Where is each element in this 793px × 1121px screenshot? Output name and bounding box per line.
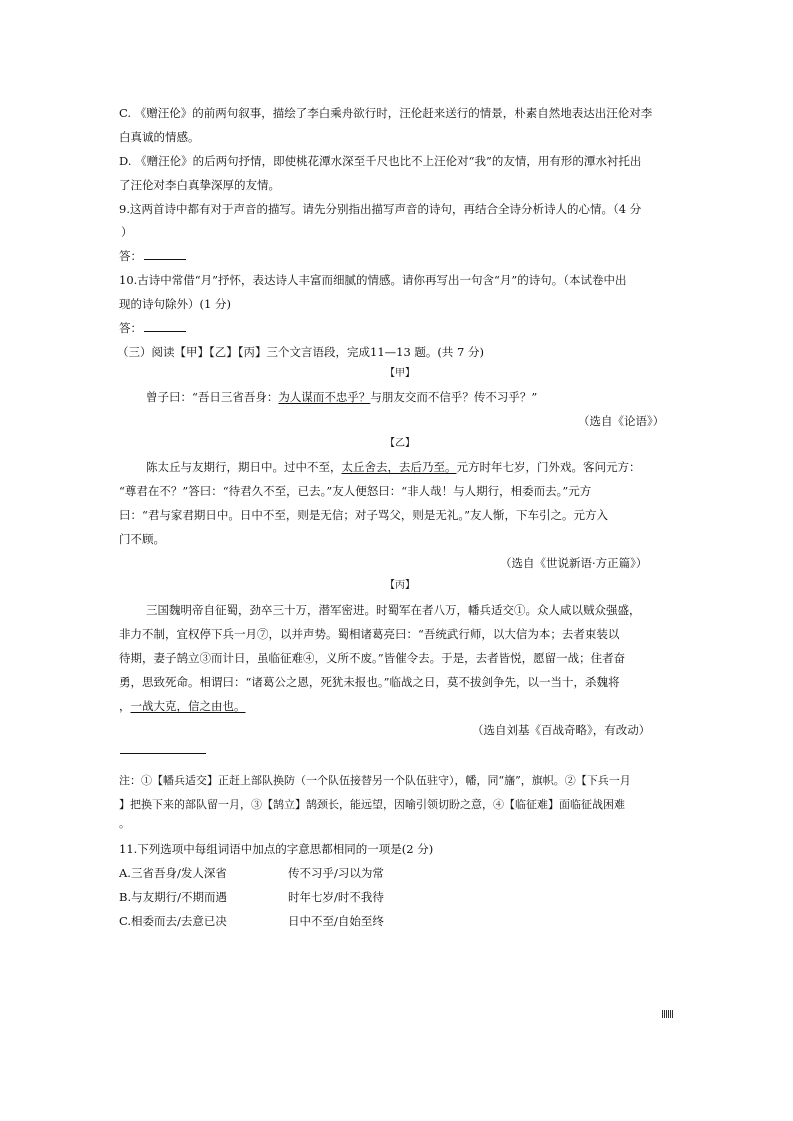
underlined-sentence: 太丘舍去，去后乃至。 <box>341 460 457 474</box>
footnote-line2: 】把换下来的部队留一月，③【鹄立】鹄颈长，能远望，因喻引领切盼之意，④【临征难】面临征战困难 <box>119 798 625 811</box>
answer-blank <box>144 320 186 332</box>
passage-yi-line2: “尊君在不？”答曰：“待君久不至，已去。”友人便怒曰：“非人哉！与人期行，相委而去。”元方 <box>119 484 592 498</box>
answer-label: 答： <box>119 249 142 263</box>
question-9-line2: ） <box>121 225 133 239</box>
passage-text: 陈太丘与友期行，期日中。过中不至， <box>146 460 342 474</box>
passage-jia-source: （选自《论语》） <box>578 414 665 428</box>
question-11: 11.下列选项中每组词语中加点的字意思都相同的一项是(2 分) <box>119 842 434 856</box>
passage-bing-line5 <box>119 698 246 714</box>
option-a-left: A.三省吾身/发人深省 <box>119 866 227 880</box>
option-d-line2: 了汪伦对李白真挚深厚的友情。 <box>119 178 280 192</box>
underlined-sentence: 为人谋而不忠乎？ <box>278 390 371 404</box>
option-b-right: 时年七岁/时不我待 <box>288 890 384 904</box>
option-c-line1: C. 《赠汪伦》的前两句叙事，描绘了李白乘舟欲行时，汪伦赶来送行的情景，朴素自然地表达出汪伦对李 <box>119 106 653 120</box>
option-d-line1: D. 《赠汪伦》的后两句抒情，即使桃花潭水深至千尺也比不上汪伦对“我”的友情，用有形的潭水衬托出 <box>119 154 642 168</box>
passage-text: ， <box>119 699 131 713</box>
footnote-divider <box>120 753 206 754</box>
passage-bing-line2: 非力不制，宜权停下兵一月⑦，以并声势。蜀相诸葛亮曰：“吾统武行师，以大信为本；去者束装以 <box>119 627 620 641</box>
passage-yi-line4: 门不顾。 <box>119 532 165 546</box>
option-b-left: B.与友期行/不期而遇 <box>119 890 227 904</box>
answer-blank <box>144 248 186 260</box>
underlined-sentence: 一战大克，信之由也。 <box>130 699 246 713</box>
passage-text: 曾子曰：“吾日三省吾身： <box>146 390 279 404</box>
answer-10 <box>119 320 186 336</box>
passage-bing-source: （选自刘基《百战奇略》，有改动） <box>472 723 651 737</box>
footnote-line3: 。 <box>119 817 130 830</box>
answer-label: 答： <box>119 321 142 335</box>
question-10-line2: 现的诗句除外）(1 分) <box>119 297 231 311</box>
passage-text: 与朋友交而不信乎？传不习乎？” <box>370 390 538 404</box>
question-9-line1: 9.这两首诗中都有对于声音的描写。请先分别指出描写声音的诗句，再结合全诗分析诗人的心情。（4 分 <box>119 202 642 216</box>
passage-bing-heading: 【丙】 <box>385 580 415 591</box>
scan-mark <box>662 1010 673 1018</box>
option-c-line2: 白真诚的情感。 <box>119 130 200 144</box>
footnote-line1: 注：①【幡兵适交】正赶上部队换防（一个队伍接替另一个队伍驻守），幡，同“旛”，旗帜。②【下兵一月 <box>119 774 631 787</box>
option-c-left: C.相委而去/去意已决 <box>119 914 227 928</box>
option-a-right: 传不习乎/习以为常 <box>288 866 384 880</box>
passage-yi-line3: 曰：“君与家君期日中。日中不至，则是无信；对子骂父，则是无礼。”友人惭，下车引之。元方入 <box>119 508 609 522</box>
answer-9 <box>119 248 186 264</box>
passage-text: 元方时年七岁，门外戏。客问元方： <box>456 460 641 474</box>
passage-jia-heading: 【甲】 <box>385 368 415 379</box>
option-c-right: 日中不至/自始至终 <box>288 914 384 928</box>
passage-yi-line1 <box>146 459 641 475</box>
passage-yi-heading: 【乙】 <box>385 438 415 449</box>
passage-jia-text <box>146 389 537 405</box>
passage-bing-line4: 勇，思致死命。相谓曰：“诸葛公之恩，死犹未报也。”临战之日，莫不拔剑争先，以一当十，杀魏将 <box>119 675 620 689</box>
passage-bing-line1: 三国魏明帝自征蜀，劲卒三十万，潜军密进。时蜀军在者八万，幡兵适交①。众人咸以贼众强盛， <box>146 603 641 617</box>
passage-bing-line3: 待期，妻子鹄立③而计日，虽临征难④，义所不废。”皆催令去。于是，去者皆悦，愿留一战；住者奋 <box>119 651 626 665</box>
passage-yi-source: （选自《世说新语·方正篇》） <box>500 556 648 570</box>
section-3-heading: （三）阅读【甲】【乙】【丙】三个文言语段，完成11—13 题。(共 7 分) <box>117 345 485 359</box>
question-10-line1: 10.古诗中常借“月”抒怀，表达诗人丰富而细腻的情感。请你再写出一句含“月”的诗句。（本试卷中出 <box>119 273 627 287</box>
